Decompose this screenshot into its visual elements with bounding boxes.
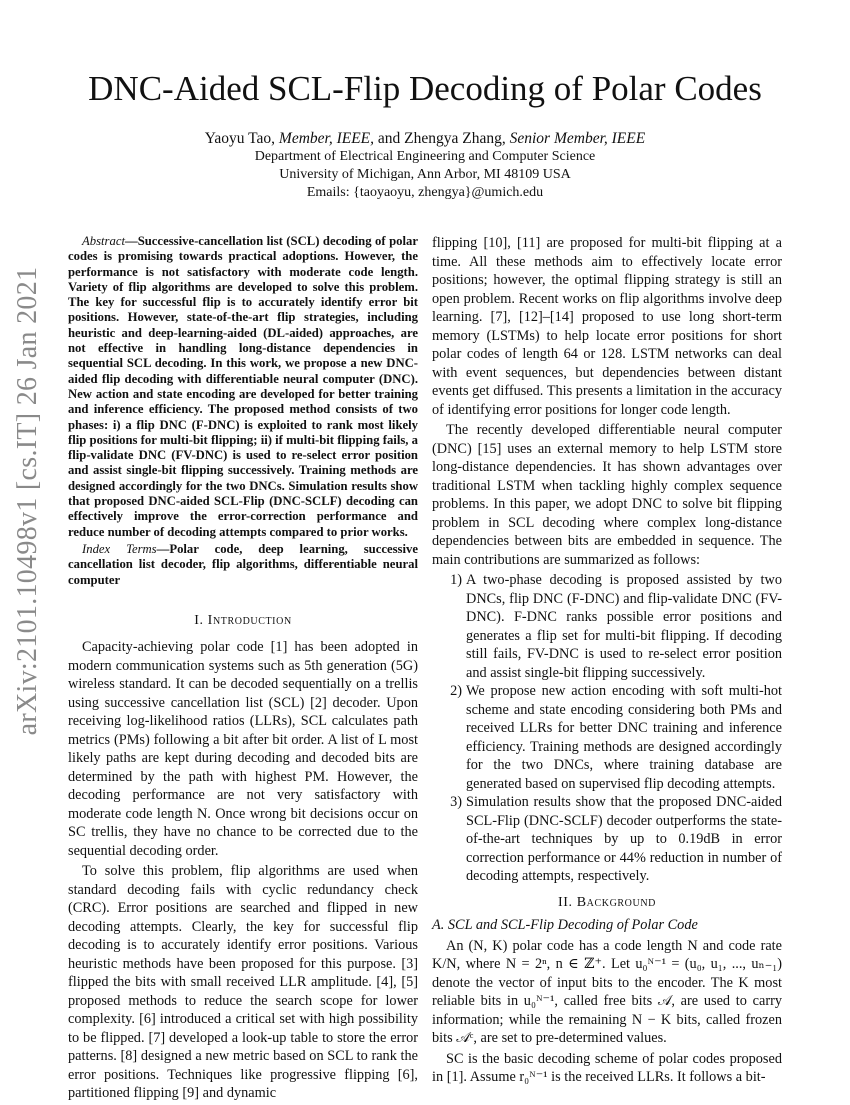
subsection-heading-a: A. SCL and SCL-Flip Decoding of Polar Code (432, 917, 698, 933)
author-line (0, 130, 850, 148)
affiliation-university: University of Michigan, Ann Arbor, MI 48109 USA (279, 167, 571, 182)
affiliation-dept: Department of Electrical Engineering and Computer Science (254, 149, 596, 164)
contribution-number: 3) (450, 794, 462, 810)
abstract-label: Abstract (82, 234, 125, 248)
intro-paragraph-3: flipping [10], [11] are proposed for multi-bit flipping at a time. All these methods aim to effectively locate error positions; however, the optimal flipping strategy is still an open problem. Recent works on flip algorithms involve deep learning. [7], [12]–[14] proposed to use long short-term memory (LSTMs) to help locate error positions for short polar codes of length 64 or 128. LSTM networks can deal with event sequences, but dependencies between distant events get diffused. This presents a limitation in the accuracy of identifying error positions for longer code length. (432, 235, 782, 418)
contribution-number: 2) (450, 683, 462, 699)
contribution-item (432, 793, 782, 886)
contribution-text: We propose new action encoding with soft multi-hot scheme and state encoding considering both PMs and received LLRs for better DNC training and inference efficiency. Training methods are designed accordingly for the two DNCs, where training database are generated based on supervised flip decoding attempts. (466, 683, 782, 792)
contribution-item (432, 571, 782, 682)
author-conjunction: and Zhengya Zhang, (374, 130, 510, 147)
contribution-text: A two-phase decoding is proposed assisted by two DNCs, flip DNC (F-DNC) and flip-validate DNC (FV-DNC). F-DNC ranks possible error positions and generates a flip set for multi-bit flipping. If decoding still fails, FV-DNC is used to re-select error position and assist single-bit flipping successively. (466, 572, 782, 681)
affiliation-emails: Emails: {taoyaoyu, zhengya}@umich.edu (306, 185, 544, 200)
arxiv-stamp-text: arXiv:2101.10498v1 [cs.IT] 26 Jan 2021 (12, 266, 43, 736)
intro-paragraph-1: Capacity-achieving polar code [1] has been adopted in modern communication systems such as 5th generation (5G) wireless standard. It can be decoded sequentially on a trellis using successive cancellation list (SCL) [2] decoder. Upon receiving log-likelihood ratios (LLRs), SCL calculates path metrics (PMs) following a bit after bit order. A list of L most likely paths are kept during decoding and decoded bits are determined by the path with highest PM. However, the decoding performance are not very satisfactory with moderate code length N. Once wrong bit decisions occur on SC trellis, they have no chance to be corrected due to the sequential decoding order. (68, 639, 418, 859)
index-terms-label: Index Terms (82, 541, 157, 556)
abstract-text: —Successive-cancellation list (SCL) decoding of polar codes is promising towards practical adoptions. However, the performance is not satisfactory with moderate code length. Variety of flip algorithms are developed to solve this problem. The key for successful flip is to accurately identify error bit positions. However, state-of-the-art flip strategies, including heuristic and deep-learning-aided (DL-aided) approaches, are not effective in handling long-distance dependencies in sequential SCL decoding. In this work, we propose a new DNC-aided flip decoding with differentiable neural computer (DNC). New action and state encoding are developed for better training and inference efficiency. The proposed method consists of two phases: i) a flip DNC (F-DNC) is exploited to rank most likely flip positions for multi-bit flipping; ii) if multi-bit flipping fails, a flip-validate DNC (FV-DNC) is used to re-select error position and assist single-bit flipping successively. Training methods are designed accordingly for the two DNCs. Simulation results show that proposed DNC-aided SCL-Flip (DNC-SCLF) decoding can effectively improve the error-correction performance and reduce number of decoding attempts compared to prior works. (68, 234, 418, 539)
section-heading-introduction: I. Introduction (194, 612, 292, 628)
arxiv-stamp (8, 266, 48, 736)
background-paragraph-1: An (N, K) polar code has a code length N and code rate K/N, where N = 2ⁿ, n ∈ ℤ⁺. Let u₀ᴺ⁻¹ = (u₀, u₁, ..., uₙ₋₁) denote the vector of input bits to the encoder. The K most reliable bits in u₀ᴺ⁻¹, called free bits 𝒜, are used to carry information; while the remaining N − K bits, called frozen bits 𝒜ᶜ, are set to pre-determined values. (432, 937, 782, 1046)
contributions-list (432, 571, 782, 886)
author-1: Yaoyu Tao, (204, 130, 279, 147)
section-heading-background: II. Background (558, 894, 656, 910)
affiliation-block (0, 148, 850, 202)
contribution-item (432, 682, 782, 793)
index-terms-text: —Polar code, deep learning, successive cancellation list decoder, flip algorithms, differentiable neural computer (68, 541, 418, 587)
intro-paragraph-2: To solve this problem, flip algorithms are used when standard decoding fails with cyclic redundancy check (CRC). Error positions are searched and flipped in new decoding attempts. Clearly, the key for successful flip decoding is to accurately identify error positions. Various heuristic methods have been proposed for this purpose. [3] flipped the bits with small received LLR amplitude. [4], [5] proposed methods to reduce the search scope for lower complexity. [6] introduced a critical set with high possibility to be flipped. [7] developed a look-up table to store the error patterns. [8] designed a new metric based on SCL to rank the error positions. Techniques like progressive flipping [6], partitioned flipping [9] and dynamic (68, 863, 418, 1102)
abstract (68, 234, 418, 540)
background-paragraph-2: SC is the basic decoding scheme of polar codes proposed in [1]. Assume r₀ᴺ⁻¹ is the received LLRs. It follows a bit- (432, 1050, 782, 1085)
paper-title: DNC-Aided SCL-Flip Decoding of Polar Codes (88, 69, 762, 108)
contribution-number: 1) (450, 572, 462, 588)
author-1-role: Member, IEEE, (278, 130, 375, 147)
intro-paragraph-4: The recently developed differentiable neural computer (DNC) [15] uses an external memory to help LSTM store long-distance dependencies. It has shown advantages over traditional LSTM when tackling highly complex sequence problems. In this paper, we adopt DNC to solve bit flipping problem in SCL decoding where complex long-distance dependencies between bits are embedded in sequence. The main contributions are summarized as follows: (432, 422, 782, 568)
index-terms (68, 542, 418, 588)
contribution-text: Simulation results show that the proposed DNC-aided SCL-Flip (DNC-SCLF) decoder outperforms the state-of-the-art techniques by up to 0.19dB in error correction performance or 44% reduction in number of decoding attempts, respectively. (466, 794, 782, 884)
right-column (432, 234, 782, 1089)
author-2-role: Senior Member, IEEE (509, 130, 646, 147)
left-column (68, 234, 418, 1105)
